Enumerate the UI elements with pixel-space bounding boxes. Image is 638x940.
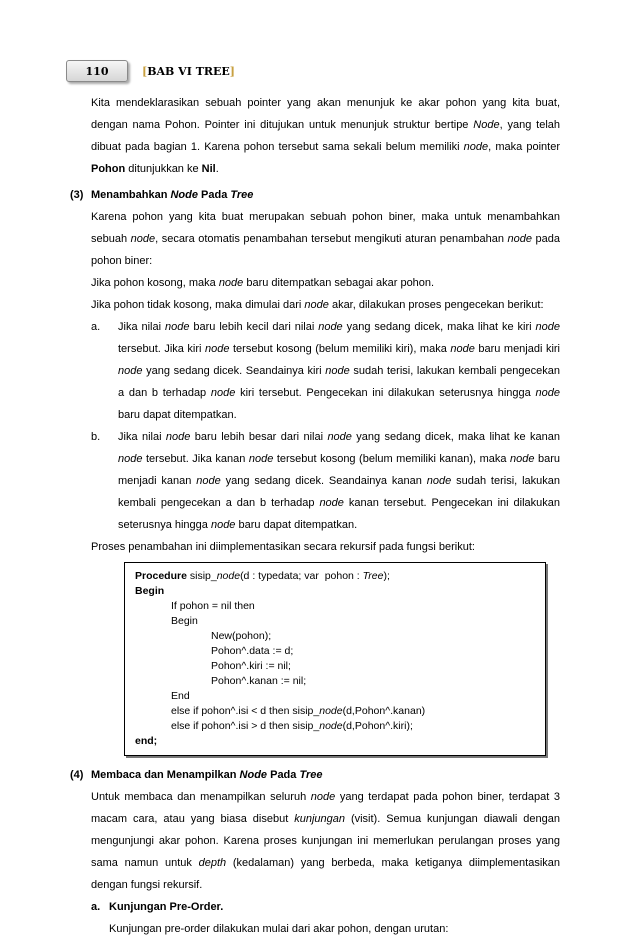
list-item: a. Jika nilai node baru lebih kecil dari nilai node yang sedang dicek, maka lihat ke kiri node tersebut. Jika kiri node tersebut kosong (belum memiliki kiri), maka node baru menjadi kiri node yang sedang dicek. Seandainya kiri node sudah terisi, lakukan kembali pengecekan a dan b terhadap node kiri tersebut. Pengecekan ini dilakukan seterusnya hingga node baru dapat ditempatkan. [91, 321, 560, 421]
section-4-paragraph: Untuk membaca dan menampilkan seluruh node yang terdapat pada pohon biner, terdapat 3 macam cara, atau yang biasa disebut kunjungan (visit). Semua kunjungan diawali dengan mengunjungi akar pohon. Karena proses kunjungan ini memerlukan perulangan proses yang sama namun untuk depth (kedalaman) yang berbeda, maka ketiganya diimplementasikan dengan fungsi rekursif. [91, 791, 561, 891]
code-line: Begin [171, 615, 198, 627]
code-line: Pohon^.kiri := nil; [211, 660, 291, 672]
intro-paragraph: Kita mendeklarasikan sebuah pointer yang akan menunjuk ke akar pohon yang kita buat, dengan nama Pohon. Pointer ini ditujukan untuk menunjuk struktur bertipe Node, yang telah dibuat pada bagian 1. Karena pohon tersebut sama sekali belum memiliki node, maka pointer Pohon ditunjukkan ke Nil. [91, 97, 561, 175]
code-line: Pohon^.kanan := nil; [211, 675, 307, 687]
procedure-intro: Proses penambahan ini diimplementasikan secara rekursif pada fungsi berikut: [91, 541, 475, 553]
page-number: 110 [66, 60, 128, 82]
rule-non-empty-tree: Jika pohon tidak kosong, maka dimulai dari node akar, dilakukan proses pengecekan berikut: [91, 299, 544, 311]
code-line: end; [135, 735, 158, 747]
rule-empty-tree: Jika pohon kosong, maka node baru ditempatkan sebagai akar pohon. [91, 277, 435, 289]
subsection-heading: a. Kunjungan Pre-Order. [91, 901, 224, 913]
code-line: else if pohon^.isi < d then sisip_node(d,Pohon^.kanan) [171, 705, 426, 717]
section-4-heading: (4) Membaca dan Menampilkan Node Pada Tree [70, 769, 323, 781]
code-line: Pohon^.data := d; [211, 645, 294, 657]
list-item: b. Jika nilai node baru lebih besar dari nilai node yang sedang dicek, maka lihat ke kanan node tersebut. Jika kanan node tersebut kosong (belum memiliki kanan), maka node baru menjadi kanan node yang sedang dicek. Seandainya kanan node sudah terisi, lakukan kembali pengecekan a dan b terhadap node kanan tersebut. Pengecekan ini dilakukan seterusnya hingga node baru dapat ditempatkan. [91, 431, 561, 531]
section-3-paragraph: Karena pohon yang kita buat merupakan sebuah pohon biner, maka untuk menambahkan sebuah node, secara otomatis penambahan tersebut mengikuti aturan penambahan node pada pohon biner: [91, 211, 560, 267]
chapter-title: [BAB VI TREE] [142, 64, 236, 78]
subsection-paragraph: Kunjungan pre-order dilakukan mulai dari akar pohon, dengan urutan: [109, 923, 449, 935]
code-line: else if pohon^.isi > d then sisip_node(d,Pohon^.kiri); [171, 720, 413, 732]
page-body [70, 92, 560, 940]
code-line: If pohon = nil then [171, 600, 255, 612]
code-block [124, 562, 546, 756]
section-3-heading: (3) Menambahkan Node Pada Tree [70, 189, 254, 201]
code-line: End [171, 690, 190, 702]
page-header [66, 60, 235, 82]
code-line: New(pohon); [211, 630, 272, 642]
code-line: Begin [135, 585, 165, 597]
code-line: Procedure sisip_node(d : typedata; var pohon : Tree); [135, 570, 390, 582]
